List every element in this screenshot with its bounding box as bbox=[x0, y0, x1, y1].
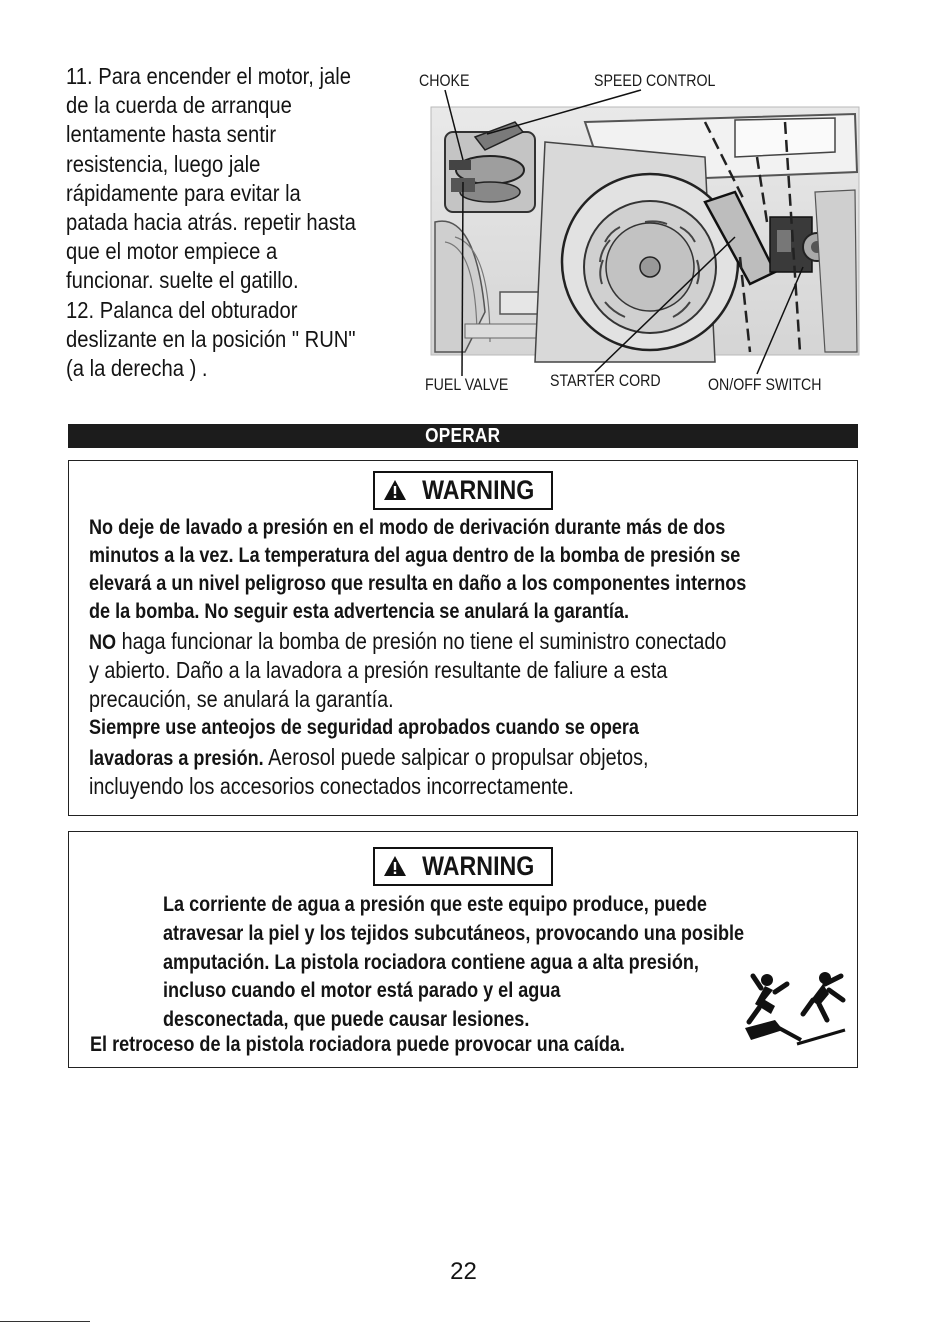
warning-text-line: atravesar la piel y los tejidos subcutáneos, provocando una posible bbox=[163, 922, 745, 945]
warning-text-segment: Aerosol puede salpicar o propulsar objetos, bbox=[263, 744, 649, 770]
warning-text-line: Siempre use anteojos de seguridad aprobados cuando se opera bbox=[89, 716, 639, 739]
instruction-line: deslizante en la posición " RUN" bbox=[66, 325, 356, 352]
page-number: 22 bbox=[450, 1258, 477, 1285]
footer-rule bbox=[0, 1321, 90, 1322]
instruction-line: resistencia, luego jale bbox=[66, 150, 261, 177]
warning-text-line: desconectada, que puede causar lesiones. bbox=[163, 1008, 530, 1031]
instruction-line: (a la derecha ) . bbox=[66, 354, 208, 381]
warning-text-line: y abierto. Daño a la lavadora a presión resultante de faliure a esta bbox=[89, 657, 668, 683]
warning-text-line: incluso cuando el motor está parado y el agua bbox=[163, 979, 561, 1002]
fuel-valve-callout: FUEL VALVE bbox=[425, 376, 509, 394]
engine-illustration bbox=[405, 62, 865, 402]
warning-text-line: elevará a un nivel peligroso que resulta en daño a los componentes internos bbox=[89, 572, 747, 595]
instruction-line: rápidamente para evitar la bbox=[66, 179, 301, 206]
warning-text-line: El retroceso de la pistola rociadora puede provocar una caída. bbox=[90, 1033, 625, 1056]
warning-badge bbox=[373, 847, 553, 886]
instruction-line: lentamente hasta sentir bbox=[66, 121, 277, 148]
emphasis-no: NO bbox=[89, 631, 117, 654]
warning-triangle-icon bbox=[383, 479, 407, 501]
warning-text-line: La corriente de agua a presión que este equipo produce, puede bbox=[163, 893, 707, 916]
warning-box-injection bbox=[68, 831, 858, 1068]
warning-text-line: de la bomba. No seguir esta advertencia se anulará la garantía. bbox=[89, 600, 630, 623]
kickback-fall-hazard-icon bbox=[745, 970, 849, 1048]
warning-label: WARNING bbox=[421, 475, 535, 505]
instruction-line: de la cuerda de arranque bbox=[66, 92, 292, 119]
warning-text-line bbox=[89, 627, 830, 657]
speed-control-callout: SPEED CONTROL bbox=[594, 72, 716, 90]
warning-text-line: amputación. La pistola rociadora contiene agua a alta presión, bbox=[163, 951, 699, 974]
warning-badge bbox=[373, 471, 553, 510]
starter-cord-callout: STARTER CORD bbox=[550, 372, 661, 390]
on-off-switch-callout: ON/OFF SWITCH bbox=[708, 376, 822, 394]
warning-text-line: precaución, se anulará la garantía. bbox=[89, 686, 394, 712]
emphasis-goggles: lavadoras a presión. bbox=[89, 747, 264, 770]
instruction-line: 11. Para encender el motor, jale bbox=[66, 63, 351, 89]
warning-triangle-icon bbox=[383, 855, 407, 877]
instruction-line: patada hacia atrás. repetir hasta bbox=[66, 208, 356, 235]
section-title: OPERAR bbox=[425, 425, 501, 447]
engine-diagram bbox=[405, 62, 865, 402]
warning-label: WARNING bbox=[421, 851, 535, 881]
section-header-bar bbox=[68, 424, 858, 448]
instruction-text bbox=[66, 62, 406, 383]
warning-text-line: No deje de lavado a presión en el modo de derivación durante más de dos bbox=[89, 516, 726, 539]
instruction-line: que el motor empiece a bbox=[66, 238, 278, 265]
warning-text-segment: haga funcionar la bomba de presión no tiene el suministro conectado bbox=[116, 628, 727, 654]
instruction-line: 12. Palanca del obturador bbox=[66, 296, 298, 323]
warning-text-line bbox=[89, 743, 740, 773]
warning-text-line: incluyendo los accesorios conectados incorrectamente. bbox=[89, 773, 574, 799]
warning-box-pump bbox=[68, 460, 858, 816]
instruction-line: funcionar. suelte el gatillo. bbox=[66, 267, 299, 294]
warning-text-line: minutos a la vez. La temperatura del agua dentro de la bomba de presión se bbox=[89, 544, 741, 567]
choke-callout: CHOKE bbox=[419, 72, 470, 90]
